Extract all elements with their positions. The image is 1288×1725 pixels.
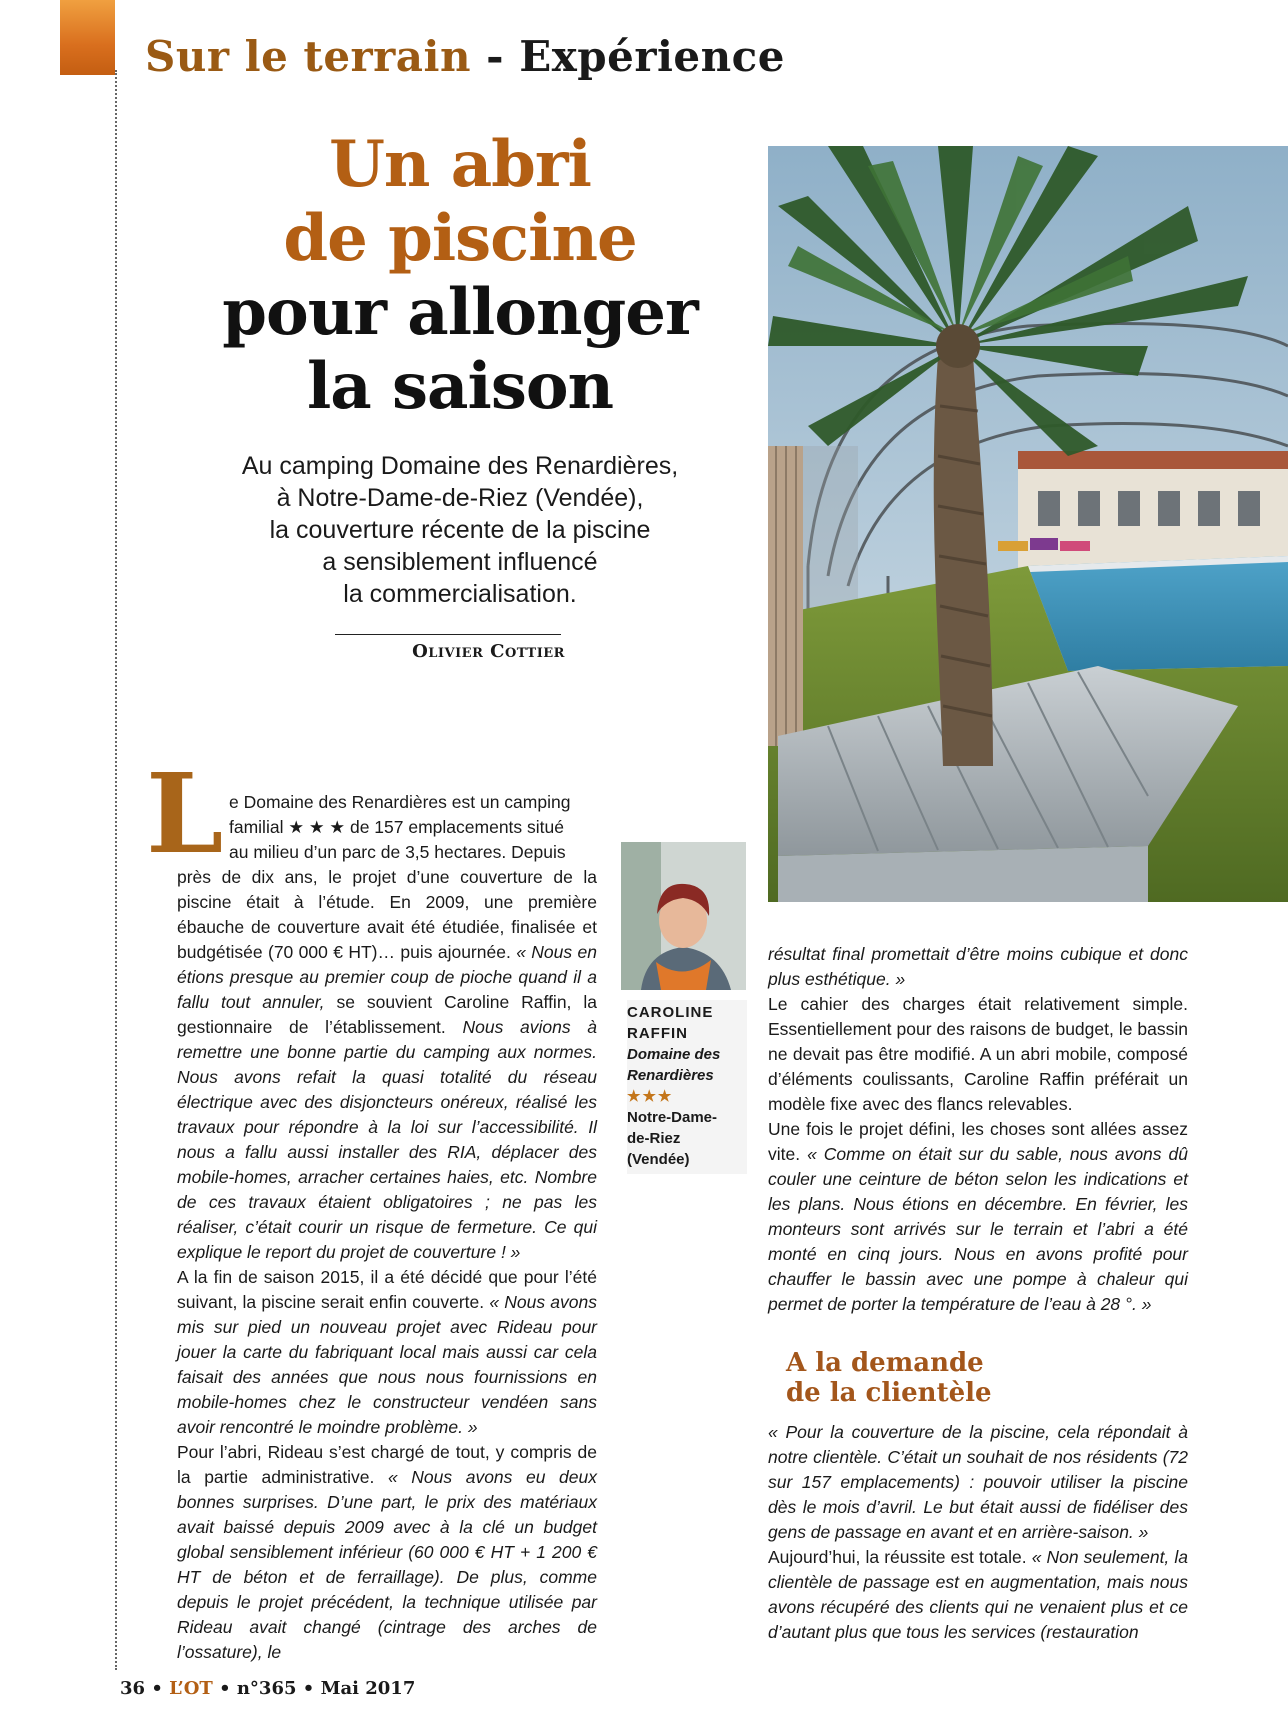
headline-line-4: la saison	[306, 349, 614, 424]
caption-org-2: Renardières	[627, 1067, 714, 1084]
rubric-subsection: Expérience	[519, 32, 785, 81]
paragraph-6: « Pour la couverture de la piscine, cela répondait à notre clientèle. C’était un souhait de nos résidents (72 sur 157 emplacements) : pouvoir utiliser la piscine dès le mois d’avril. Le but était aussi de fidéliser des gens de passage en avant et en arrière-saison. »	[768, 1422, 1188, 1542]
caption-name-2: RAFFIN	[627, 1025, 688, 1042]
rubric-section: Sur le terrain	[145, 32, 471, 81]
paragraph-7-quote: « Non seulement, la clientèle de passage est en augmentation, mais nous avons récupéré des clients qui ne venaient plus et ce d’autant plus que tous les services (restauration	[768, 1547, 1188, 1642]
issue-number: n°365	[236, 1678, 297, 1699]
corner-color-block	[60, 0, 115, 75]
headline-line-3: pour allonger	[222, 275, 698, 350]
caption-place-1: Notre-Dame-	[627, 1109, 718, 1126]
pool-photo	[768, 146, 1288, 902]
paragraph-1-quote-2: Nous avions à remettre une bonne partie du camping aux normes. Nous avons refait la quasi totalité du réseau électrique avec des disjoncteurs onéreux, réalisé les travaux pour répondre à la loi sur l’accessibilité. Il nous a fallu aussi installer des RIA, déplacer des mobile-homes, arracher certaines haies, etc. Nombre de ces travaux étaient obligatoires ; ne pas les réaliser, c’était courir un risque de fermeture. Ce qui explique le report du projet de couverture ! »	[177, 1017, 597, 1262]
paragraph-2-body: A la fin de saison 2015, il a été décidé que pour l’été suivant, la piscine serait enfin couverte.	[177, 1267, 597, 1312]
article-column-2-continued	[768, 1420, 1188, 1645]
paragraph-3-quote: « Nous avons eu deux bonnes surprises. D’une part, le prix des matériaux avait baissé depuis 2009 avec à la clé un budget global sensiblement inférieur (60 000 € HT + 1 200 € HT de béton et de ferraillage). De plus, comme depuis le projet précédent, la technique utilisée par Rideau avait changé (cintrage des arches de l’ossature), le	[177, 1467, 597, 1662]
portrait-illustration	[621, 842, 746, 990]
paragraph-1-quote-1: « Nous en étions presque au premier coup de pioche quand il a fallu tout annuler,	[177, 942, 597, 1012]
byline-rule	[335, 634, 561, 635]
paragraph-1-line-2: familial ★ ★ ★ de 157 emplacements situé	[229, 817, 564, 837]
subhead-line-2: de la clientèle	[786, 1378, 992, 1408]
paragraph-5-body: Une fois le projet défini, les choses sont allées assez vite.	[768, 1119, 1188, 1164]
page-footer	[120, 1678, 415, 1699]
paragraph-4: Le cahier des charges était relativement simple. Essentiellement pour des raisons de budget, le bassin ne devait pas être modifié. A un abri mobile, composé d’éléments coulissants, Caroline Raffin préférait un modèle fixe avec des flancs relevables.	[768, 994, 1188, 1114]
portrait-photo	[621, 842, 746, 990]
paragraph-2	[177, 1265, 597, 1440]
quote-continuation: résultat final promettait d’être moins cubique et donc plus esthétique. »	[768, 944, 1188, 989]
paragraph-3	[177, 1440, 597, 1665]
drop-cap: L	[146, 749, 224, 878]
issue-date: Mai 2017	[320, 1678, 416, 1699]
subhead-line-1: A la demande	[786, 1348, 984, 1378]
portrait-caption	[627, 1000, 747, 1174]
deck-line-4: a sensiblement influencé	[322, 548, 598, 576]
headline-line-2: de piscine	[283, 201, 637, 276]
dotted-margin-rule	[115, 70, 117, 1670]
section-subhead	[786, 1348, 992, 1408]
deck-line-3: la couverture récente de la piscine	[269, 516, 651, 544]
caption-org-1: Domaine des	[627, 1046, 721, 1063]
caption-stars: ★★★	[627, 1088, 674, 1105]
caption-place-2: de-Riez	[627, 1130, 681, 1147]
page-number: 36	[120, 1678, 146, 1699]
article-deck	[190, 450, 730, 610]
pool-photo-illustration	[768, 146, 1288, 902]
byline: Olivier Cottier	[412, 641, 565, 662]
paragraph-5-quote: « Comme on était sur du sable, nous avons dû couler une ceinture de béton selon les indications et les plans. Nous étions en décembre. En février, les monteurs sont arrivés sur le terrain et l’abri a été monté en cinq jours. Nous en avons profité pour chauffer le bassin avec une pompe à chaleur qui permet de porter la température de l’eau à 28 °. »	[768, 1144, 1188, 1314]
article-headline	[170, 128, 750, 424]
paragraph-7	[768, 1545, 1188, 1645]
headline-line-1: Un abri	[329, 127, 591, 202]
magazine-brand: L’OT	[169, 1678, 213, 1699]
rubric-separator: -	[471, 32, 520, 81]
paragraph-1-attribution: se souvient Caroline Raffin, la gestionnaire de l’établissement.	[177, 992, 597, 1037]
footer-separator: •	[145, 1678, 170, 1699]
footer-separator: •	[212, 1678, 237, 1699]
paragraph-2-quote: « Nous avons mis sur pied un nouveau projet avec Rideau pour jouer la carte du fabriquant local mais aussi car cela faisait des années que nous nous fournissions en mobile-homes chez le constructeur vendéen sans avoir rencontré le moindre problème. »	[177, 1292, 597, 1437]
article-column-2	[768, 942, 1188, 1317]
caption-place-3: (Vendée)	[627, 1151, 690, 1168]
paragraph-7-body: Aujourd’hui, la réussite est totale.	[768, 1547, 1032, 1567]
footer-separator: •	[296, 1678, 321, 1699]
paragraph-1	[177, 865, 597, 1265]
paragraph-3-body: Pour l’abri, Rideau s’est chargé de tout, y compris de la partie administrative.	[177, 1442, 597, 1487]
paragraph-1-body: près de dix ans, le projet d’une couverture de la piscine était à l’étude. En 2009, une première ébauche de couverture avait été étudiée, finalisée et budgétisée (70 000 € HT)… puis ajournée.	[177, 867, 597, 962]
caption-name-1: CAROLINE	[627, 1004, 714, 1021]
deck-line-2: à Notre-Dame-de-Riez (Vendée),	[276, 484, 644, 512]
article-column-1	[177, 790, 597, 1665]
deck-line-5: la commercialisation.	[343, 580, 577, 608]
paragraph-5	[768, 1117, 1188, 1317]
paragraph-1-line-3: au milieu d’un parc de 3,5 hectares. Depuis	[229, 842, 566, 862]
section-rubric	[145, 32, 785, 81]
deck-line-1: Au camping Domaine des Renardières,	[241, 452, 679, 480]
paragraph-1-line-1: e Domaine des Renardières est un camping	[229, 792, 571, 812]
